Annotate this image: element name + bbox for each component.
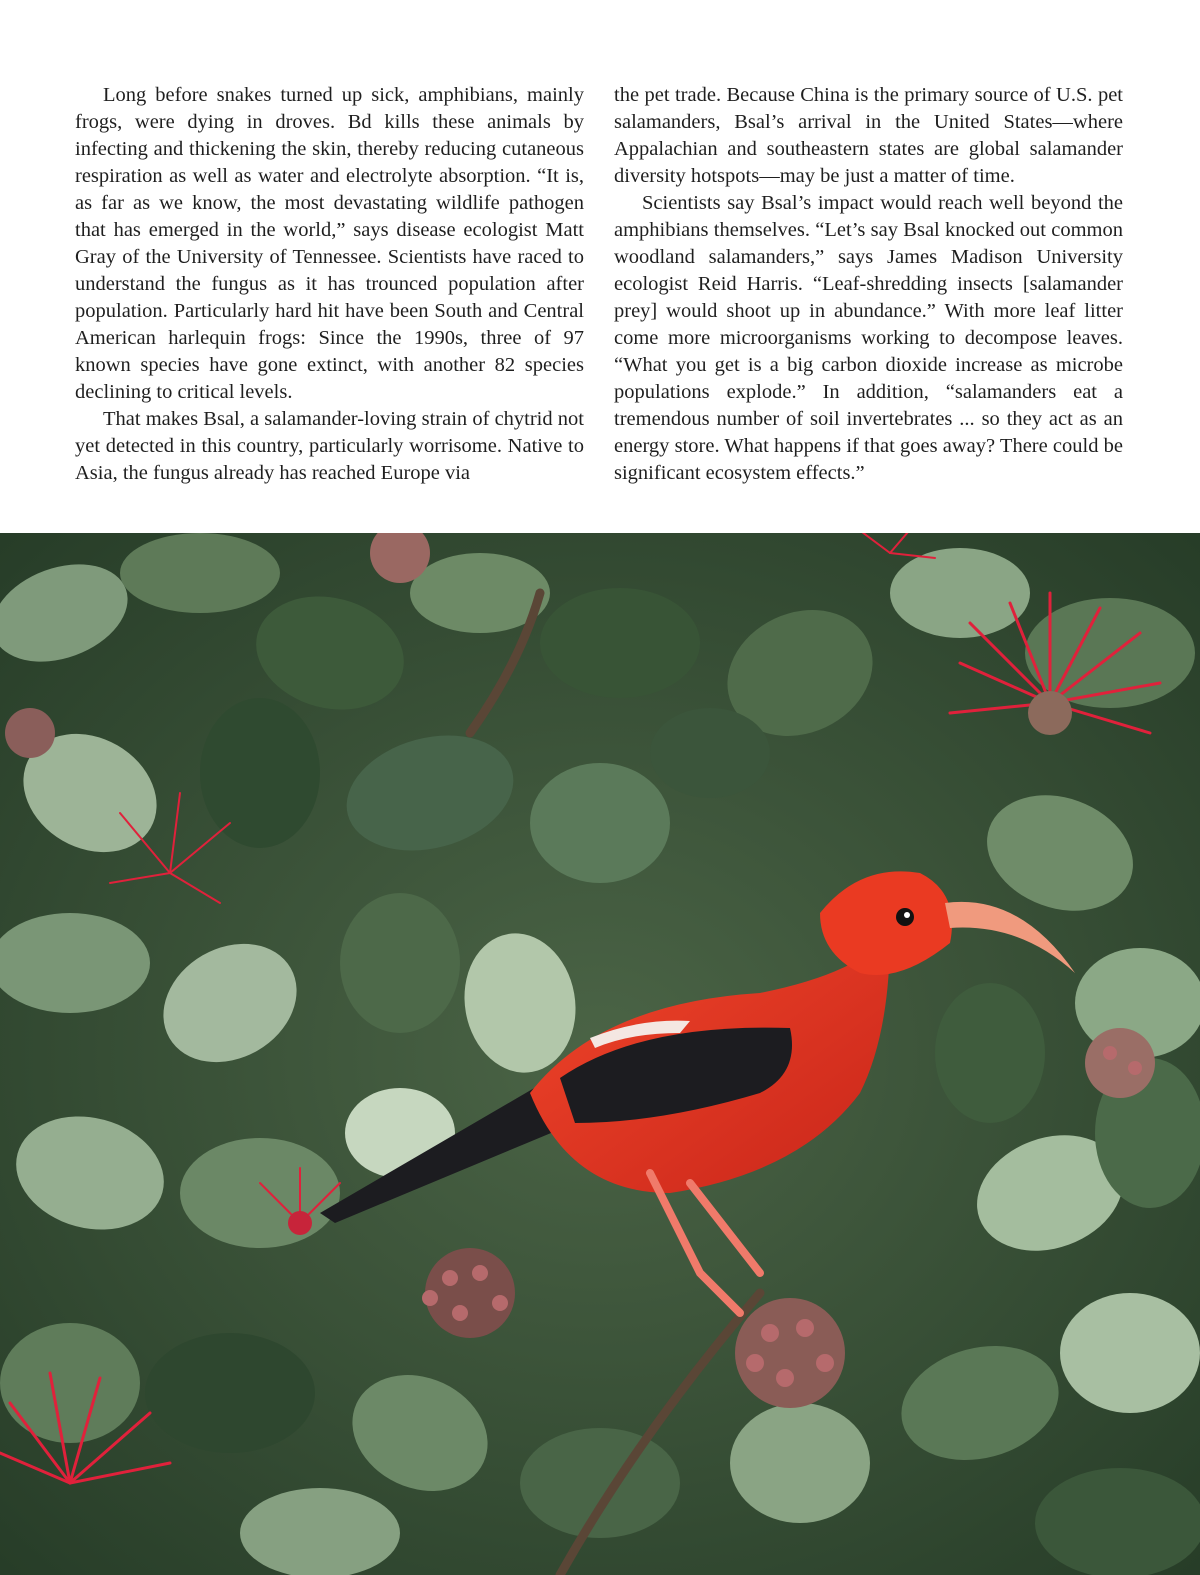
- article-text: [75, 82, 1123, 487]
- paragraph: That makes Bsal, a salamander-loving strain of chytrid not yet detected in this country, particularly worrisome. Native to Asia, the fungus already has reached Europe via: [75, 408, 584, 484]
- text-column-left: [75, 82, 584, 487]
- bird-photo: [0, 533, 1200, 1575]
- text-column-right: [614, 82, 1123, 487]
- paragraph: Scientists say Bsal’s impact would reach well beyond the amphibians themselves. “Let’s say Bsal knocked out common woodland salamanders,” says James Madison University ecologist Reid Harris. “Leaf-shredding insects [salamander prey] would shoot up in abundance.” With more leaf litter come more microorganisms working to decompose leaves. “What you get is a big carbon dioxide increase as microbe populations explode.” In addition, “salamanders eat a tremendous number of soil invertebrates ... so they act as an energy store. What happens if that goes away? There could be significant ecosystem effects.”: [614, 192, 1123, 484]
- paragraph: Long before snakes turned up sick, amphibians, mainly frogs, were dying in droves. Bd kills these animals by infecting and thickening the skin, thereby reducing cutaneous respiration as well as water and electrolyte absorption. “It is, as far as we know, the most devastating wildlife pathogen that has emerged in the world,” says disease ecologist Matt Gray of the University of Tennessee. Scientists have raced to understand the fungus as it has trounced population after population. Particularly hard hit have been South and Central American harlequin frogs: Since the 1990s, three of 97 known species have gone extinct, with another 82 species declining to critical levels.: [75, 84, 584, 403]
- paragraph: the pet trade. Because China is the primary source of U.S. pet salamanders, Bsal’s arrival in the United States—where Appalachian and southeastern states are global salamander diversity hotspots—may be just a matter of time.: [614, 84, 1123, 187]
- bird-illustration: [0, 533, 1200, 1575]
